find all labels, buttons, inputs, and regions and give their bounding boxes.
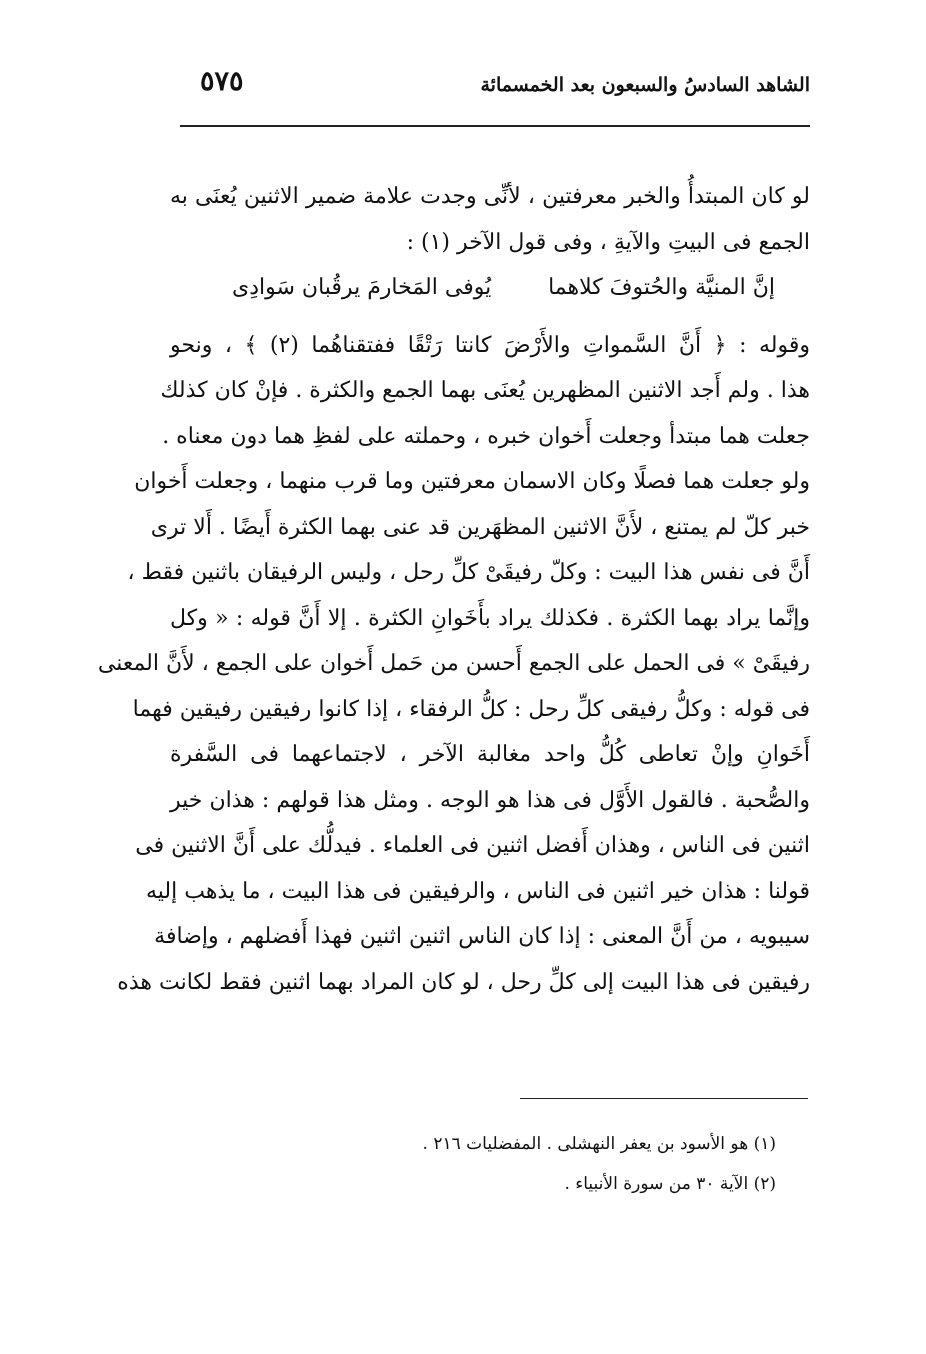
- text-line: لو كان المبتدأُ والخبر معرفتين ، لأنِّى وجدت علامة ضمير الاثنين يُعنَى به: [170, 184, 810, 209]
- text-line: فى قوله : وكلُّ رفيقى كلِّ رحل : كلُّ الرفقاء ، إذا كانوا رفيقين رفيقين فهما: [132, 696, 810, 722]
- header-rule: [180, 125, 810, 127]
- text-line: ولو جعلت هما فصلًا وكان الاسمان معرفتين وما قرب منهما ، وجعلت أَخوان: [134, 469, 810, 494]
- footnote: (٢) الآية ٣٠ من سورة الأنبياء .: [564, 1174, 776, 1194]
- running-title: الشاهد السادسُ والسبعون بعد الخمسمائة: [480, 74, 810, 96]
- body-text: [97, 174, 811, 1005]
- text-line: رفيقين فى هذا البيت إلى كلِّ رحل ، لو كان المراد بهما اثنين فقط لكانت هذه: [117, 969, 810, 995]
- footnote-rule: [520, 1098, 808, 1099]
- text-line: جعلت هما مبتدأ وجعلت أَخوان خبره ، وحملته على لفظِ هما دون معناه .: [162, 423, 810, 449]
- verse-hemistich-second: يُوفى المَخارمَ يرقُبان سَوادِى: [232, 275, 492, 300]
- verse-hemistich-first: إنَّ المنيَّة والحُتوفَ كلاهما: [548, 275, 775, 300]
- page-number: ٥٧٥: [200, 66, 244, 97]
- text-line: خبر كلّ لم يمتنع ، لأَنَّ الاثنين المظهَرين قد عنى بهما الكثرة أَيضًا . أَلا ترى: [150, 514, 810, 540]
- text-line: أَنَّ فى نفس هذا البيت : وكلّ رفيقَىْ كلِّ رحل ، وليس الرفيقان باثنين فقط ،: [127, 560, 810, 585]
- text-line: سيبويه ، من أَنَّ المعنى : إذا كان الناس اثنين اثنين فهذا أَفضلهم ، وإضافة: [154, 924, 810, 949]
- footnote: (١) هو الأسود بن يعفر النهشلى . المفضليات ٢١٦ .: [422, 1134, 776, 1154]
- page-header: [180, 66, 810, 106]
- text-line: الجمع فى البيتِ والآيةِ ، وفى قول الآخر (١) :: [406, 229, 810, 255]
- text-line: أَخَوانِ وإنْ تعاطى كُلُّ واحد مغالبة الآخر ، لاجتماعهما فى السَّفرة: [170, 742, 810, 767]
- text-line: اثنين فى الناس ، وهذان أَفضل اثنين فى العلماء . فيدلُّك على أَنَّ الاثنين فى: [135, 833, 810, 858]
- verse-line: [170, 265, 810, 311]
- text-line: هذا . ولم أَجد الاثنين المظهرين يُعنَى بهما الجمع والكثرة . فإنْ كان كذلك: [160, 378, 810, 403]
- text-line: وإنَّما يراد بهما الكثرة . فكذلك يراد بأَخَوانِ الكثرة . إلا أَنَّ قوله : « وكل: [170, 605, 810, 631]
- text-line: وقوله : ﴿ أَنَّ السَّمواتِ والأَرْضَ كانتا رَتْقًا ففتقناهُما (٢) ﴾ ، ونحو: [170, 332, 811, 358]
- text-line: والصُّحبة . فالقول الأَوَّل فى هذا هو الوجه . ومثل هذا قولهم : هذان خير: [170, 787, 810, 813]
- text-line: رفيقَىْ » فى الحمل على الجمع أَحسن من حَمل أَخوان على الجمع ، لأَنَّ المعنى: [97, 651, 810, 676]
- footnotes: [176, 1124, 776, 1204]
- text-line: قولنا : هذان خير اثنين فى الناس ، والرفيقين فى هذا البيت ، ما يذهب إليه: [145, 878, 810, 904]
